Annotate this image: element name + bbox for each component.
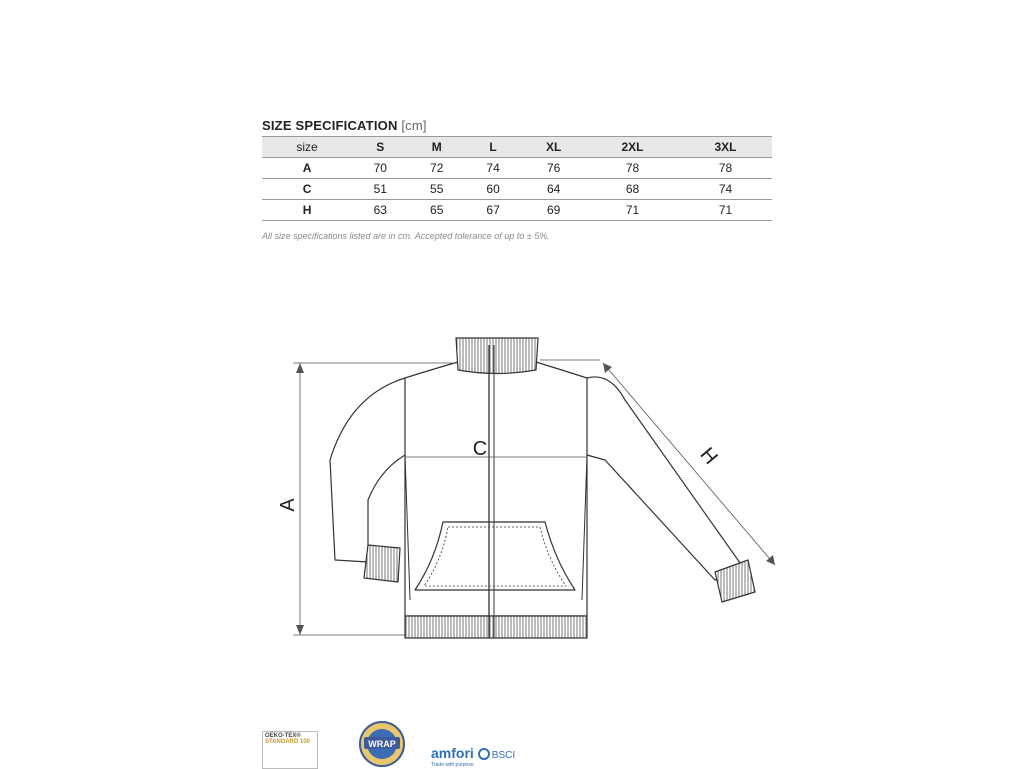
jacket-body [405,362,587,616]
size-header-s: S [352,137,408,158]
table-cell: 68 [586,179,679,200]
table-cell: 69 [521,200,586,221]
left-sleeve [330,378,405,562]
table-cell: 55 [409,179,465,200]
table-cell: 78 [679,158,772,179]
right-cuff [715,560,755,602]
hem-band [405,616,587,638]
bsci-text: BSCI [491,750,516,761]
amfori-tagline: Trade with purpose [431,762,474,768]
arrow-a-top [296,363,304,373]
table-cell: 51 [352,179,408,200]
spec-title-unit: [cm] [401,118,427,133]
left-cuff [364,545,400,582]
row-label: C [262,179,352,200]
table-cell: 67 [465,200,521,221]
row-label: H [262,200,352,221]
amfori-text: amfori [431,745,474,761]
table-cell: 64 [521,179,586,200]
collar [456,338,538,374]
oeko-tex-logo [262,731,318,769]
dimension-a-label: A [277,498,299,512]
wrap-logo [360,722,404,766]
oeko-tex-standard: STANDARD 100 [265,739,310,745]
size-header-2xl: 2XL [586,137,679,158]
amfori-logo [431,745,515,761]
dimension-h-line [603,363,775,565]
table-cell: 74 [465,158,521,179]
table-cell: 74 [679,179,772,200]
table-cell: 60 [465,179,521,200]
size-header-label: size [262,137,352,158]
tolerance-note: All size specifications listed are in cm. Accepted tolerance of up to ± 5%. [262,231,550,241]
dimension-c-label: C [472,438,488,460]
spec-title-text: SIZE SPECIFICATION [262,118,398,133]
table-cell: 76 [521,158,586,179]
table-cell: 65 [409,200,465,221]
size-header-xl: XL [521,137,586,158]
table-cell: 63 [352,200,408,221]
dimension-h-label: H [695,443,722,469]
row-label: A [262,158,352,179]
size-header-m: M [409,137,465,158]
table-cell: 70 [352,158,408,179]
table-cell: 78 [586,158,679,179]
amfori-circle-icon [478,748,490,760]
oeko-tex-title: OEKO-TEX® [265,733,301,739]
right-sleeve [587,377,745,580]
size-header-3xl: 3XL [679,137,772,158]
table-cell: 71 [679,200,772,221]
table-cell: 72 [409,158,465,179]
kangaroo-pocket [415,522,575,590]
wrap-logo-text: WRAP [368,739,396,749]
table-cell: 71 [586,200,679,221]
size-header-l: L [465,137,521,158]
arrow-a-bottom [296,625,304,635]
